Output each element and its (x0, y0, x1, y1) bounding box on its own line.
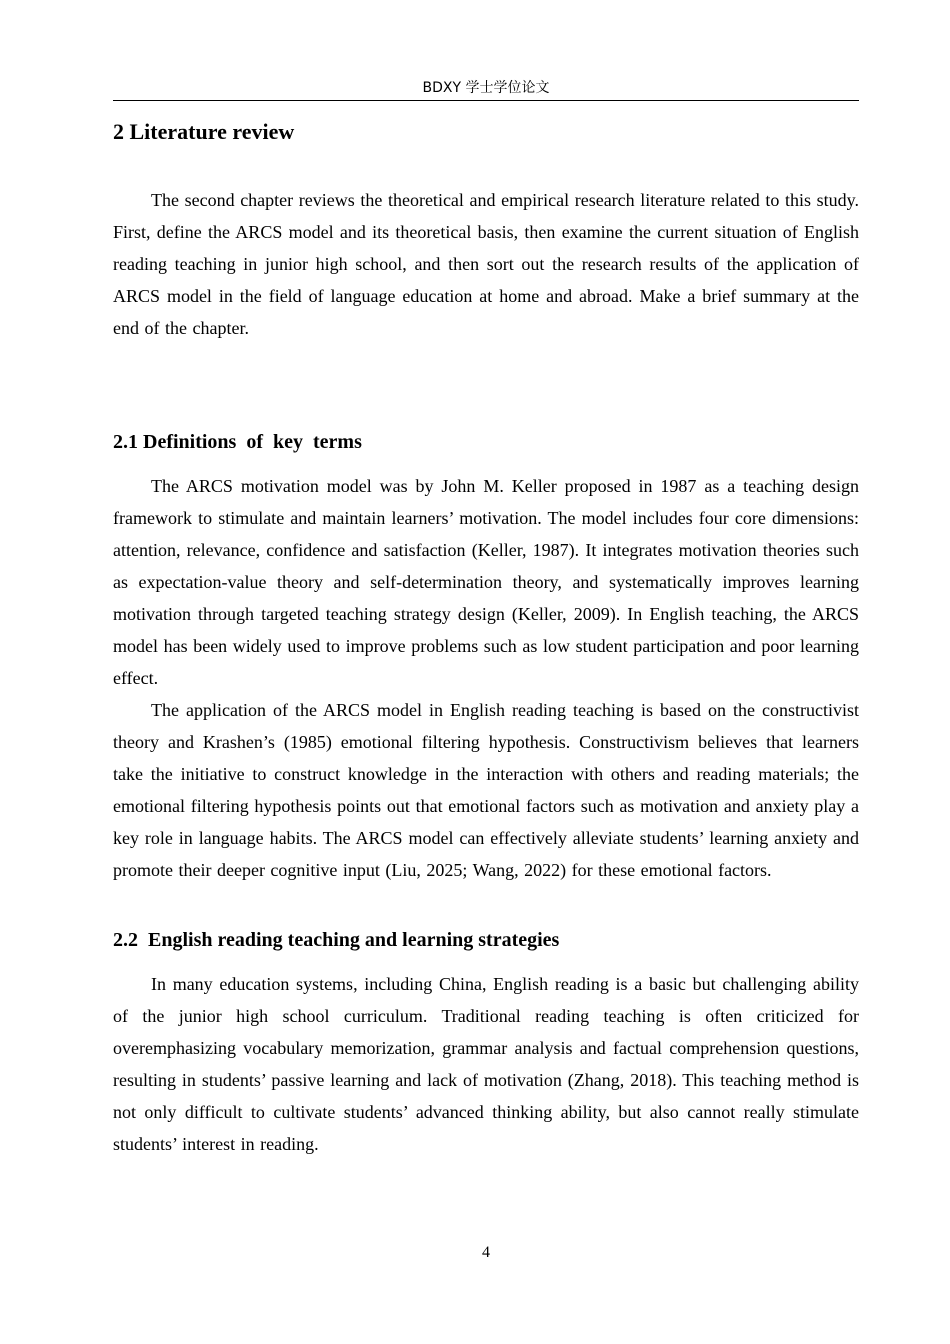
section-2-1-paragraph-2: The application of the ARCS model in English reading teaching is based on the constructivist theory and Krashen’s (1985) emotional filtering hypothesis. Constructivism believes that learners take the initiative to construct knowledge in the interaction with others and reading materials; the emotional filtering hypothesis points out that emotional factors such as motivation and anxiety play a key role in language habits. The ARCS model can effectively alleviate students’ learning anxiety and promote their deeper cognitive input (Liu, 2025; Wang, 2022) for these emotional factors. (113, 700, 859, 880)
chapter-intro-paragraph: The second chapter reviews the theoretical and empirical research literature related to this study. First, define the ARCS model and its theoretical basis, then examine the current situation of English reading teaching in junior high school, and then sort out the research results of the application of ARCS model in the field of language education at home and abroad. Make a brief summary at the end of the chapter. (113, 190, 859, 338)
section-heading-2-1: 2.1 Definitions of key terms (113, 431, 362, 453)
page-content (113, 110, 859, 1160)
chapter-title: 2 Literature review (113, 119, 295, 144)
spacer (113, 344, 859, 428)
spacer (113, 954, 859, 968)
page-number: 4 (482, 1244, 490, 1261)
section-2-1-paragraph-1: The ARCS motivation model was by John M. Keller proposed in 1987 as a teaching design framework to stimulate and maintain learners’ motivation. The model includes four core dimensions: attention, relevance, confidence and satisfaction (Keller, 1987). It integrates motivation theories such as expectation-value theory and self-determination theory, and systematically improves learning motivation through targeted teaching strategy design (Keller, 2009). In English teaching, the ARCS model has been widely used to improve problems such as low student participation and poor learning effect. (113, 476, 859, 688)
section-heading-2-2: 2.2 English reading teaching and learning strategies (113, 929, 560, 951)
header-rule (113, 100, 859, 101)
spacer (113, 456, 859, 470)
section-2-2-paragraph-1: In many education systems, including China, English reading is a basic but challenging ability of the junior high school curriculum. Traditional reading teaching is often criticized for overemphasizing vocabulary memorization, grammar analysis and factual comprehension questions, resulting in students’ passive learning and lack of motivation (Zhang, 2018). This teaching method is not only difficult to cultivate students’ advanced thinking ability, but also cannot really stimulate students’ interest in reading. (113, 974, 859, 1154)
spacer (113, 886, 859, 926)
spacer (113, 146, 859, 184)
running-header: BDXY 学士学位论文 (422, 80, 550, 96)
